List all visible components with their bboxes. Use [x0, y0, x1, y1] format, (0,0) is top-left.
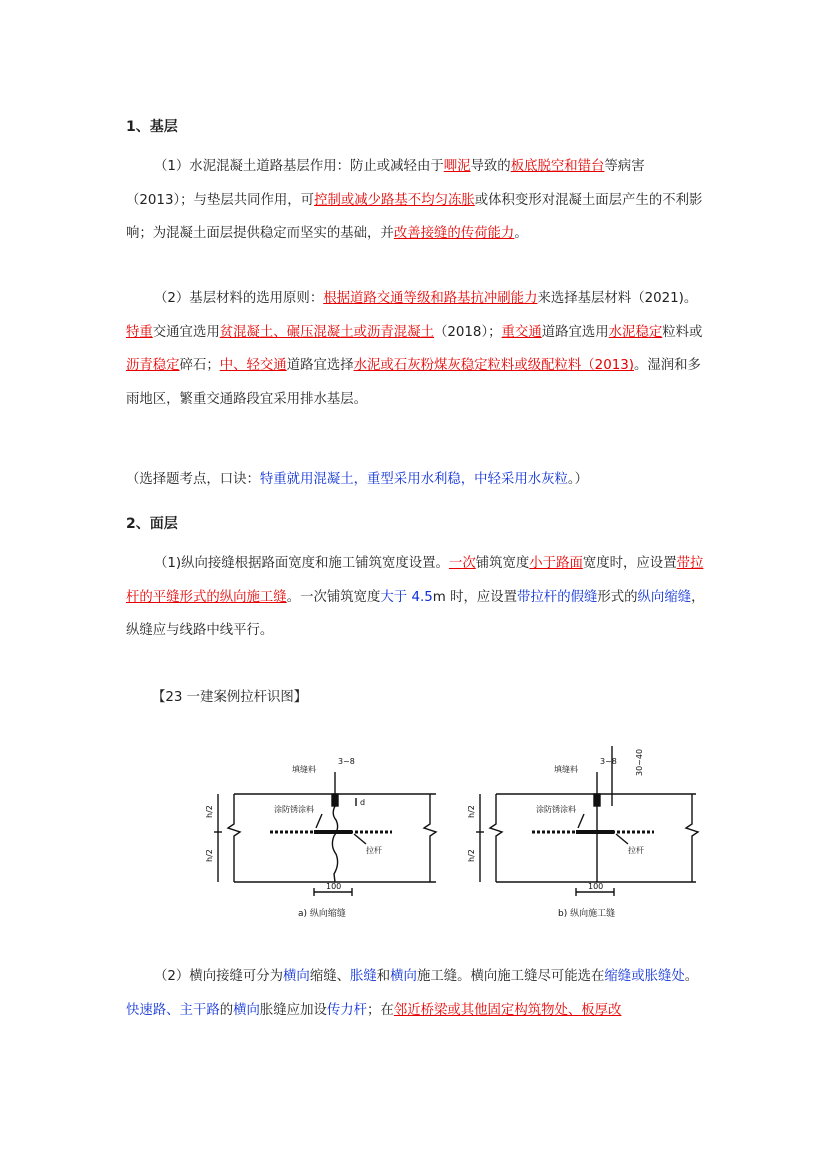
paragraph-base-function: [126, 150, 706, 251]
label-sealant: 填缝料: [554, 765, 578, 774]
blue-text: 横向: [390, 969, 417, 984]
text: 道路宜选用: [541, 324, 609, 340]
highlight: 特重: [126, 324, 153, 340]
text: 。: [514, 226, 528, 242]
highlight: 板底脱空和错台: [510, 159, 605, 174]
text: 。）: [567, 472, 588, 487]
break-line: [228, 794, 240, 882]
text: ，纵缝应与线路中线平行。: [126, 589, 705, 639]
blue-text: 胀缝: [350, 969, 377, 984]
leader-line: [578, 814, 584, 828]
text: 交通宜选用: [152, 324, 220, 340]
text: 宽度时，应设置: [582, 556, 677, 571]
leader-line: [316, 814, 322, 828]
sealant-block: [594, 794, 600, 806]
highlight: 水泥稳定: [608, 324, 663, 340]
highlight: 一次: [448, 556, 476, 571]
text: 碎石；: [179, 358, 220, 374]
crack-line: [332, 806, 337, 882]
highlight: 带拉杆的平缝形式的纵向施工缝: [126, 556, 704, 605]
label-depth: 30~40: [635, 748, 644, 776]
blue-text: 横向: [283, 969, 310, 984]
text: m 时，应设置: [432, 589, 518, 605]
break-line: [424, 794, 436, 882]
text: 。: [684, 969, 699, 984]
text: （2）横向接缝可分为: [154, 969, 284, 984]
text: （1)纵向接缝根据路面宽度和施工铺筑宽度设置。: [154, 556, 449, 571]
label-half-height: h/2: [205, 849, 214, 862]
text: 等病害（2013）；与垫层共同作用，可: [126, 159, 645, 208]
label-rod: 拉杆: [628, 846, 644, 855]
text: （选择题考点，口诀：: [126, 472, 260, 487]
text: 和: [376, 969, 391, 984]
label-dimension: 100: [326, 882, 342, 891]
text: （1）水泥混凝土道路基层作用：防止或减轻由于: [154, 159, 444, 174]
leader-line: [354, 834, 366, 844]
blue-text: 带拉杆的假缝: [517, 589, 598, 605]
label-gap: 3~8: [600, 757, 617, 766]
blue-text: 纵向缩缝: [637, 589, 692, 605]
text: 的: [219, 1002, 234, 1018]
tie-rod-diagram: [196, 742, 716, 927]
highlight: 沥青稳定: [126, 358, 180, 374]
text: 道路宜选择: [286, 358, 354, 374]
label-half-height: h/2: [467, 849, 476, 862]
text: ；在: [367, 1002, 394, 1018]
text: 。湿润和多雨地区，繁重交通路段宜采用排水基层。: [126, 358, 701, 408]
paragraph-transverse-joint: [126, 960, 706, 1027]
text: 。一次铺筑宽度: [286, 589, 381, 605]
paragraph-longitudinal-joint: [126, 547, 706, 648]
highlight: 水泥或石灰粉煤灰稳定粒料或级配粒料（2013): [353, 358, 634, 374]
highlight: 控制或减少路基不均匀冻胀: [314, 192, 475, 208]
label-half-height: h/2: [467, 805, 476, 818]
highlight: 小于路面: [529, 556, 583, 571]
highlight: 邻近桥梁或其他固定构筑物处、板厚改: [393, 1002, 622, 1018]
figure-caption-title: 【23 一建案例拉杆识图】: [152, 690, 308, 705]
mnemonic-note: [126, 468, 588, 487]
text: 胀缝应加设: [259, 1002, 327, 1018]
label-antirust: 涂防锈涂料: [536, 805, 576, 814]
label-rod: 拉杆: [366, 846, 382, 855]
break-line: [686, 794, 698, 882]
blue-text: 横向: [233, 1002, 260, 1018]
section-title-surface: 2、面层: [126, 516, 178, 532]
text: 来选择基层材料（2021)。: [537, 291, 698, 306]
highlight: 中、轻交通: [219, 358, 287, 374]
highlight: 重交通: [501, 324, 542, 340]
highlight: 根据道路交通等级和路基抗冲刷能力: [323, 291, 538, 306]
label-depth: d: [360, 798, 366, 807]
mnemonic: 特重就用混凝土，重型采用水利稳，中轻采用水灰粒: [259, 472, 568, 487]
section-title-base: 1、基层: [126, 119, 178, 135]
blue-text: 快速路、主干路: [126, 1002, 220, 1018]
label-dimension: 100: [588, 882, 604, 891]
label-sealant: 填缝料: [292, 765, 316, 774]
text: （2018）；: [433, 324, 502, 340]
label-gap: 3~8: [338, 757, 355, 766]
highlight: 改善接缝的传荷能力: [393, 226, 515, 242]
text: 铺筑宽度: [475, 556, 530, 571]
leader-line: [616, 834, 628, 844]
text: 或体积变形对混凝土面层产生的不利影响；为混凝土面层提供稳定而坚实的基础，并: [126, 192, 703, 242]
sealant-block: [332, 794, 338, 806]
figure-caption-b: b) 纵向施工缝: [558, 909, 616, 919]
paragraph-base-material: [126, 282, 706, 417]
highlight: 唧泥: [443, 159, 471, 174]
text: （2）基层材料的选用原则：: [154, 291, 324, 306]
blue-text: 大于 4.5: [380, 589, 433, 605]
figure-caption-a: a) 纵向缩缝: [298, 909, 346, 919]
text: 施工缝。横向施工缝尽可能选在: [416, 969, 605, 984]
text: 形式的: [597, 589, 638, 605]
text: 缩缝、: [309, 969, 350, 984]
break-line: [490, 794, 502, 882]
label-half-height: h/2: [205, 805, 214, 818]
text: 导致的: [470, 159, 511, 174]
blue-text: 缩缝或胀缝处: [604, 969, 685, 984]
text: 粒料或: [662, 324, 703, 340]
label-antirust: 涂防锈涂料: [274, 805, 314, 814]
blue-text: 传力杆: [326, 1002, 368, 1018]
highlight: 贫混凝土、碾压混凝土或沥青混凝土: [219, 324, 434, 340]
